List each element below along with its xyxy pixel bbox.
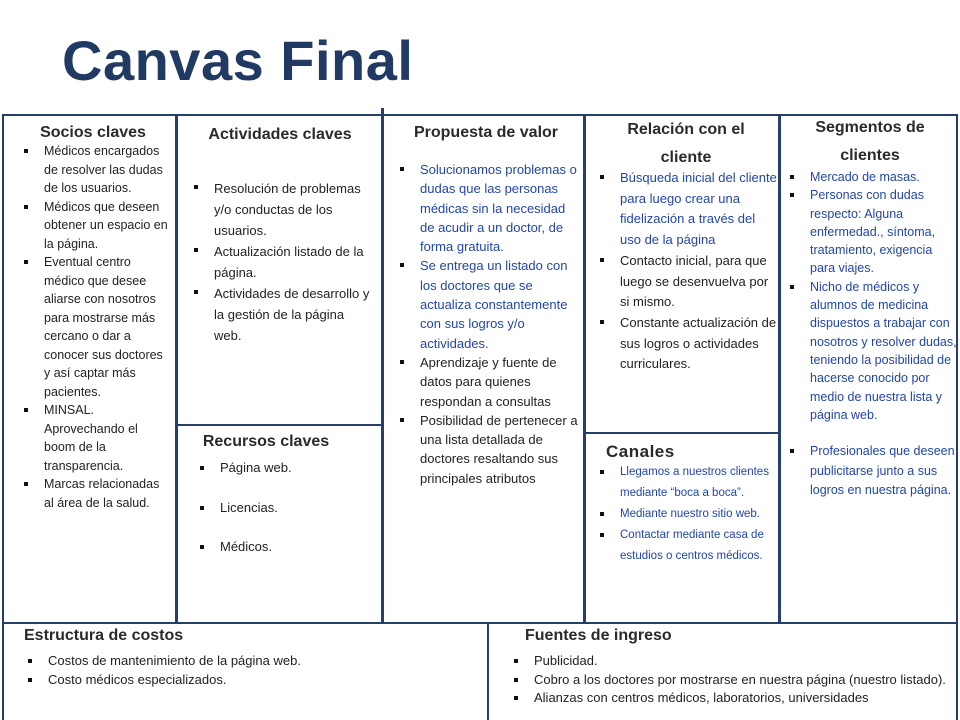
list-item: Se entrega un listado con los doctores que se actualiza constantemente con sus logros y/o actividades.: [396, 256, 580, 352]
divider-h-relacion: [585, 432, 780, 434]
list-item: Costo médicos especializados.: [24, 671, 464, 690]
divider-v1: [175, 115, 178, 623]
recursos-heading: Recursos claves: [202, 433, 330, 450]
propuesta-heading: Propuesta de valor: [413, 124, 559, 141]
list-item: Mercado de masas.: [786, 168, 958, 186]
divider-v3: [583, 115, 586, 623]
socios-heading: Socios claves: [40, 124, 146, 141]
divider-v2: [381, 108, 384, 623]
divider-v5: [487, 623, 489, 720]
canales-list: [596, 462, 776, 567]
list-item: Licencias.: [196, 499, 376, 518]
list-item: Resolución de problemas y/o conductas de los usuarios.: [190, 178, 375, 241]
list-item: Contacto inicial, para que luego se desenvuelva por si mismo.: [596, 251, 778, 313]
list-item: Costos de mantenimiento de la página web.: [24, 652, 464, 671]
list-item: Página web.: [196, 459, 376, 478]
relacion-list: [596, 168, 778, 375]
list-item: Llegamos a nuestros clientes mediante “boca a boca”.: [596, 462, 776, 504]
page-title: Canvas Final: [62, 29, 414, 92]
costos-list: [24, 652, 464, 689]
actividades-list: [190, 178, 375, 346]
costos-heading: Estructura de costos: [24, 627, 184, 644]
list-item: Marcas relacionadas al área de la salud.: [20, 475, 170, 512]
divider-v4: [778, 115, 781, 623]
list-item: Solucionamos problemas o dudas que las personas médicas sin la necesidad de acudir a un doctor, de forma gratuita.: [396, 160, 580, 256]
left-border: [2, 114, 4, 720]
list-item: Actividades de desarrollo y la gestión de la página web.: [190, 283, 375, 346]
list-item: Cobro a los doctores por mostrarse en nuestra página (nuestro listado).: [510, 671, 950, 690]
list-item: Posibilidad de pertenecer a una lista detallada de doctores resaltando sus principales atributos: [396, 411, 580, 488]
segmentos-heading: Segmentos de clientes: [815, 119, 925, 164]
list-item: Médicos encargados de resolver las dudas de los usuarios.: [20, 142, 170, 198]
actividades-heading: Actividades claves: [208, 126, 352, 143]
list-item: Médicos que deseen obtener un espacio en la página.: [20, 198, 170, 254]
divider-h-actividades: [176, 424, 382, 426]
list-item: Profesionales que deseen publicitarse junto a sus logros en nuestra página.: [786, 442, 958, 501]
ingresos-heading: Fuentes de ingreso: [525, 627, 672, 644]
list-item: Alianzas con centros médicos, laboratorios, universidades: [510, 689, 950, 708]
socios-list: [20, 142, 170, 512]
list-item: Eventual centro médico que desee aliarse con nosotros para mostrarse más cercano o dar a conocer sus doctores y así captar más pacientes.: [20, 253, 170, 401]
list-item: Búsqueda inicial del cliente para luego crear una fidelización a través del uso de la página: [596, 168, 778, 251]
propuesta-list: [396, 160, 580, 488]
list-item: Publicidad.: [510, 652, 950, 671]
relacion-heading: Relación con el cliente: [627, 121, 745, 166]
list-item: Personas con dudas respecto: Alguna enfermedad., síntoma, tratamiento, exigencia para viajes.: [786, 186, 958, 277]
list-item: Médicos.: [196, 538, 376, 557]
canales-heading: Canales: [606, 442, 675, 461]
segmentos-list: [786, 168, 958, 501]
list-item: Nicho de médicos y alumnos de medicina dispuestos a trabajar con nosotros y resolver dudas, teniendo la posibilidad de hacerse conocido por medio de nuestra lista y página web.: [786, 278, 958, 424]
list-item: Contactar mediante casa de estudios o centros médicos.: [596, 525, 776, 567]
list-item: MINSAL. Aprovechando el boom de la transparencia.: [20, 401, 170, 475]
list-item: Constante actualización de sus logros o actividades curriculares.: [596, 313, 778, 375]
list-item: Mediante nuestro sitio web.: [596, 504, 776, 525]
list-item: Actualización listado de la página.: [190, 241, 375, 283]
ingresos-list: [510, 652, 950, 708]
list-item: Aprendizaje y fuente de datos para quienes respondan a consultas: [396, 353, 580, 411]
recursos-list: [196, 459, 376, 557]
